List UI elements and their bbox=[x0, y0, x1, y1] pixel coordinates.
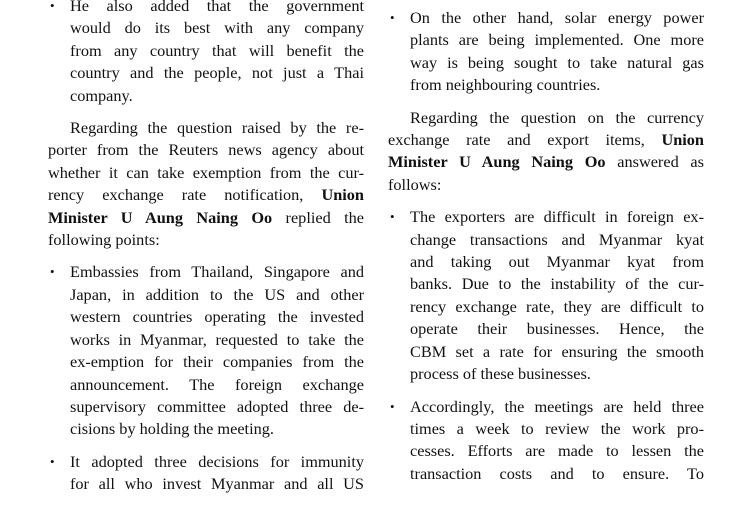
text-line: way is being sought to take natural gas bbox=[410, 52, 704, 72]
text-line: from any country that will benefit the bbox=[70, 40, 364, 60]
left-column bbox=[48, 0, 364, 506]
bullet-item-three-decisions bbox=[48, 451, 364, 496]
text-line: • Embassies from Thailand, Singapore and bbox=[70, 262, 364, 282]
bullet-item-exporters bbox=[388, 206, 704, 385]
text-line: process of these businesses. bbox=[410, 364, 591, 384]
text-line: • The exporters are difficult in foreign ex- bbox=[410, 207, 704, 227]
text-line: country and the people, not just a Thai bbox=[70, 63, 364, 83]
bullet-item-meetings bbox=[388, 396, 704, 486]
minister-name-bold: Union bbox=[321, 185, 364, 205]
text-line: would do its best with any company bbox=[70, 18, 364, 38]
bullet-item-government bbox=[48, 0, 364, 107]
text-line: transaction costs and to ensure. To bbox=[410, 463, 704, 483]
paragraph-currency-question bbox=[388, 107, 704, 197]
text-line: cisions by holding the meeting. bbox=[70, 419, 274, 439]
text-line: plants are being implemented. One more bbox=[410, 30, 704, 50]
text-line: CBM set a rate for ensuring the smooth bbox=[410, 341, 704, 361]
text-line: • Accordingly, the meetings are held three bbox=[410, 396, 704, 416]
minister-name-bold: Minister U Aung Naing Oo bbox=[48, 207, 273, 227]
text-line: times a week to review the work pro- bbox=[410, 418, 704, 438]
text-fragment: replied the bbox=[272, 207, 364, 227]
text-line: ex-emption for their companies from the bbox=[70, 352, 364, 372]
text-line: from neighbouring countries. bbox=[410, 75, 601, 95]
text-line: and taking out Myanmar kyat from bbox=[410, 252, 704, 272]
text-line: Regarding the question on the currency bbox=[410, 107, 704, 127]
minister-name-bold: Union bbox=[661, 130, 704, 150]
right-column bbox=[388, 7, 704, 495]
text-line bbox=[48, 184, 364, 206]
text-line bbox=[48, 207, 364, 229]
bullet-item-solar-energy bbox=[388, 7, 704, 97]
bullet-item-embassies bbox=[48, 261, 364, 440]
text-line bbox=[388, 151, 704, 173]
text-fragment: rency exchange rate notification, bbox=[48, 185, 322, 205]
text-fragment: exchange rate and export items, bbox=[388, 130, 662, 150]
text-line: announcement. The foreign exchange bbox=[70, 374, 364, 394]
text-line: change transactions and Myanmar kyat bbox=[410, 229, 704, 249]
text-line: cesses. Efforts are made to lessen the bbox=[410, 441, 704, 461]
text-line bbox=[388, 129, 704, 151]
text-line: follows: bbox=[388, 174, 442, 194]
text-line: porter from the Reuters news agency about bbox=[48, 140, 364, 160]
text-line: whether it can take exemption from the cur- bbox=[48, 162, 364, 182]
text-fragment: answered as bbox=[605, 152, 704, 172]
text-line: Regarding the question raised by the re- bbox=[70, 118, 364, 138]
text-line: rency exchange rate, they are difficult to bbox=[410, 296, 704, 316]
text-line: supervisory committee adopted three de- bbox=[70, 396, 364, 416]
text-line: • On the other hand, solar energy power bbox=[410, 8, 704, 27]
text-line: banks. Due to the instability of the cur- bbox=[410, 274, 704, 294]
text-line: company. bbox=[70, 85, 133, 105]
text-line: western countries operating the invested bbox=[70, 307, 364, 327]
text-line: operate their businesses. Hence, the bbox=[410, 319, 704, 339]
text-line: works in Myanmar, requested to take the bbox=[70, 329, 364, 349]
text-line: following points: bbox=[48, 230, 160, 250]
text-line: • It adopted three decisions for immunity bbox=[70, 451, 364, 471]
text-line: Japan, in addition to the US and other bbox=[70, 284, 364, 304]
text-line: for all who invest Myanmar and all US bbox=[70, 474, 364, 494]
text-line: • He also added that the government bbox=[70, 0, 364, 15]
minister-name-bold: Minister U Aung Naing Oo bbox=[388, 152, 606, 172]
paragraph-reuters-question bbox=[48, 117, 364, 251]
